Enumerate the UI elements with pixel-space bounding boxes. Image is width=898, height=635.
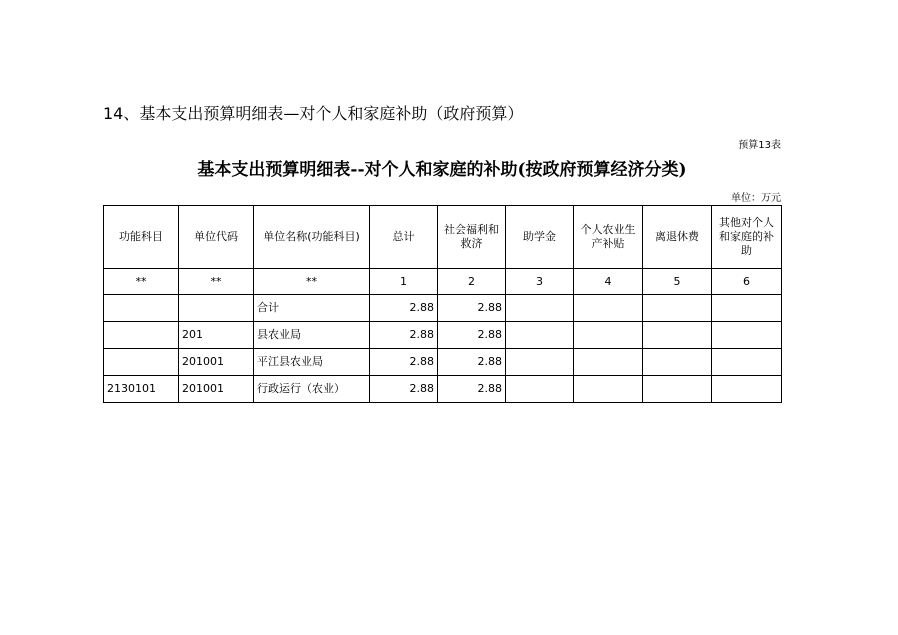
cell-welfare-relief: 2.88 [438,349,506,376]
cell-function-code: 2130101 [104,376,179,403]
column-header: 总计 [370,206,438,269]
cell-scholarship [506,349,574,376]
section-heading: 14、基本支出预算明细表—对个人和家庭补助（政府预算） [103,104,524,123]
index-cell: 4 [574,269,643,295]
table-row [104,322,782,349]
index-cell: ** [104,269,179,295]
cell-function-code [104,349,179,376]
cell-unit-name: 合计 [254,295,370,322]
cell-unit-code [179,295,254,322]
table-row [104,349,782,376]
cell-welfare-relief: 2.88 [438,376,506,403]
header-row [104,206,782,269]
cell-unit-code: 201 [179,322,254,349]
table-title: 基本支出预算明细表--对个人和家庭的补助(按政府预算经济分类) [197,160,687,180]
cell-function-code [104,322,179,349]
column-header: 社会福利和救济 [438,206,506,269]
cell-unit-code: 201001 [179,376,254,403]
unit-label: 单位：万元 [731,193,781,204]
cell-retirement [643,322,712,349]
cell-function-code [104,295,179,322]
cell-retirement [643,295,712,322]
cell-scholarship [506,295,574,322]
column-header: 功能科目 [104,206,179,269]
index-cell: 5 [643,269,712,295]
cell-welfare-relief: 2.88 [438,295,506,322]
column-header: 其他对个人和家庭的补助 [712,206,782,269]
cell-agri-subsidy [574,349,643,376]
cell-unit-name: 行政运行（农业） [254,376,370,403]
cell-total: 2.88 [370,295,438,322]
cell-agri-subsidy [574,295,643,322]
cell-retirement [643,376,712,403]
cell-total: 2.88 [370,322,438,349]
index-cell: 3 [506,269,574,295]
form-number: 预算13表 [738,140,781,151]
cell-agri-subsidy [574,322,643,349]
cell-other-subsidy [712,322,782,349]
table-row-total [104,295,782,322]
cell-retirement [643,349,712,376]
budget-table [103,205,782,403]
cell-total: 2.88 [370,376,438,403]
cell-scholarship [506,322,574,349]
table-row [104,376,782,403]
index-row [104,269,782,295]
cell-agri-subsidy [574,376,643,403]
column-header: 单位名称(功能科目) [254,206,370,269]
cell-scholarship [506,376,574,403]
cell-unit-name: 县农业局 [254,322,370,349]
cell-total: 2.88 [370,349,438,376]
cell-other-subsidy [712,295,782,322]
index-cell: ** [254,269,370,295]
cell-other-subsidy [712,349,782,376]
column-header: 单位代码 [179,206,254,269]
index-cell: 1 [370,269,438,295]
index-cell: 2 [438,269,506,295]
cell-welfare-relief: 2.88 [438,322,506,349]
column-header: 个人农业生产补贴 [574,206,643,269]
cell-unit-name: 平江县农业局 [254,349,370,376]
cell-other-subsidy [712,376,782,403]
column-header: 离退休费 [643,206,712,269]
index-cell: 6 [712,269,782,295]
column-header: 助学金 [506,206,574,269]
cell-unit-code: 201001 [179,349,254,376]
index-cell: ** [179,269,254,295]
